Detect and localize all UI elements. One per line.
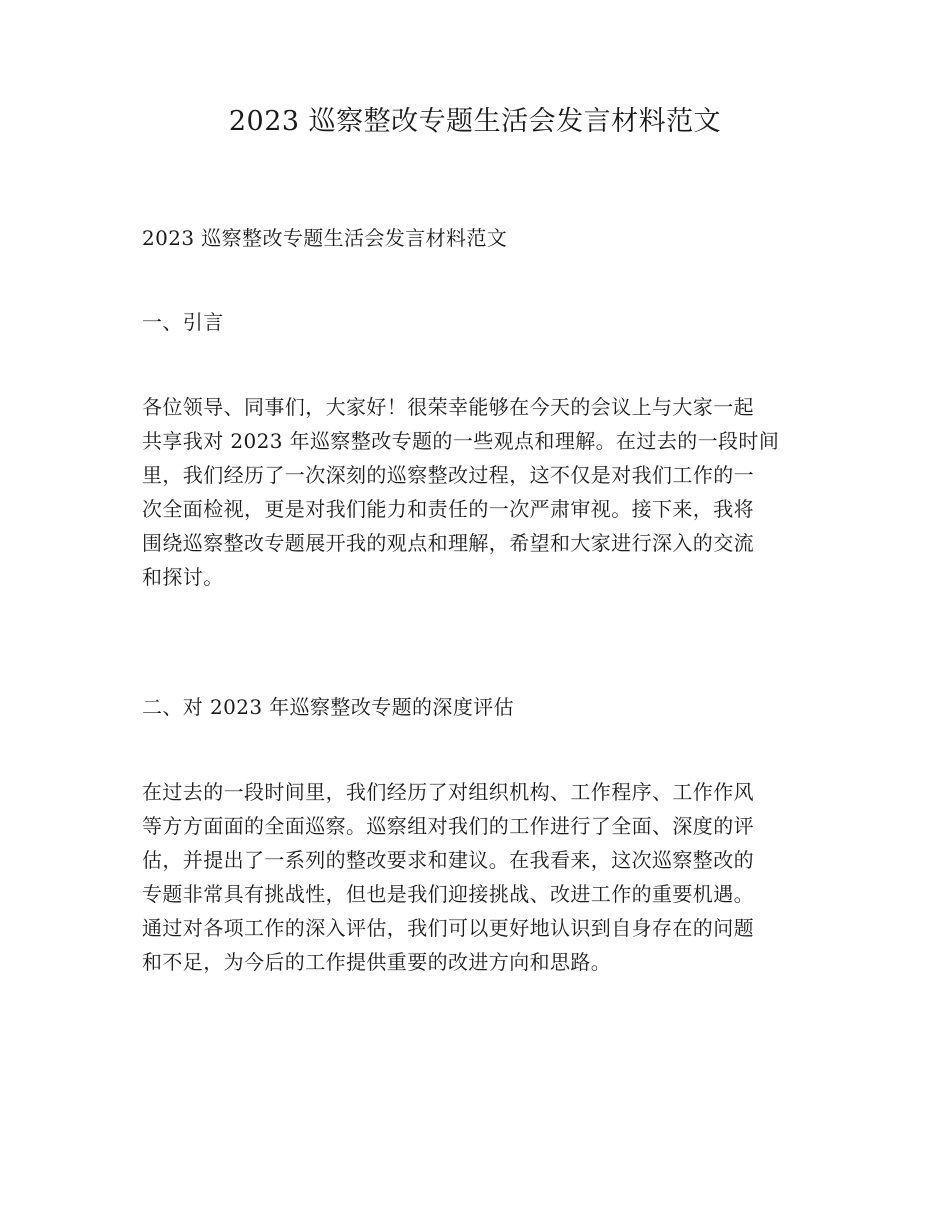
section-heading-evaluation: 二、对 2023 年巡察整改专题的深度评估 <box>142 695 515 719</box>
paragraph-line: 次全面检视，更是对我们能力和责任的一次严肃审视。接下来，我将 <box>142 497 754 521</box>
paragraph-line: 专题非常具有挑战性，但也是我们迎接挑战、改进工作的重要机遇。 <box>142 882 754 906</box>
paragraph-line: 里，我们经历了一次深刻的巡察整改过程，这不仅是对我们工作的一 <box>142 463 754 487</box>
paragraph-line: 和探讨。 <box>142 565 224 589</box>
paragraph-line: 围绕巡察整改专题展开我的观点和理解，希望和大家进行深入的交流 <box>142 531 754 555</box>
paragraph-line: 等方方面面的全面巡察。巡察组对我们的工作进行了全面、深度的评 <box>142 814 754 838</box>
paragraph-line: 通过对各项工作的深入评估，我们可以更好地认识到自身存在的问题 <box>142 916 754 940</box>
paragraph-line: 共享我对 2023 年巡察整改专题的一些观点和理解。在过去的一段时间 <box>142 429 780 453</box>
document-title: 2023 巡察整改专题生活会发言材料范文 <box>228 106 722 137</box>
document-subtitle: 2023 巡察整改专题生活会发言材料范文 <box>142 226 508 250</box>
paragraph-line: 在过去的一段时间里，我们经历了对组织机构、工作程序、工作作风 <box>142 780 754 804</box>
paragraph-line: 和不足，为今后的工作提供重要的改进方向和思路。 <box>142 950 612 974</box>
paragraph-line: 估，并提出了一系列的整改要求和建议。在我看来，这次巡察整改的 <box>142 848 754 872</box>
paragraph-line: 各位领导、同事们，大家好！很荣幸能够在今天的会议上与大家一起 <box>142 395 754 419</box>
section-paragraph-evaluation <box>142 775 814 979</box>
section-heading-intro: 一、引言 <box>142 310 224 334</box>
section-paragraph-intro <box>142 390 814 594</box>
